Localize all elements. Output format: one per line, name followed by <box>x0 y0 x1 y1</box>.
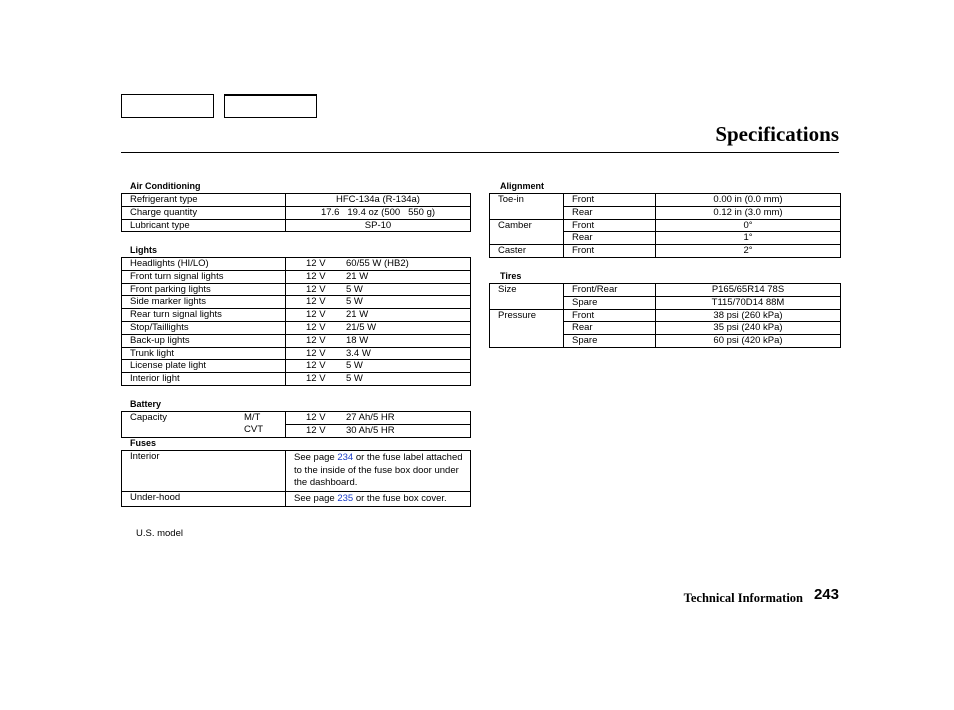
table-row: Under-hood See page 235 or the fuse box cover. <box>122 491 471 507</box>
lights-heading: Lights <box>130 245 157 255</box>
page-link-235[interactable]: 235 <box>337 492 354 504</box>
page-title: Specifications <box>715 122 839 146</box>
page-link-234[interactable]: 234 <box>337 452 354 463</box>
table-row: Rear 0.12 in (3.0 mm) <box>490 206 841 219</box>
table-row: Rear 35 psi (240 kPa) <box>490 322 841 335</box>
nav-box-left[interactable] <box>121 94 214 118</box>
table-row: Back-up lights 12 V 18 W <box>122 334 471 347</box>
table-row: Lubricant type SP-10 <box>122 219 471 232</box>
table-row: Rear 1° <box>490 232 841 245</box>
air-conditioning-table <box>121 193 471 232</box>
battery-table <box>121 411 471 438</box>
footnote: U.S. model <box>136 528 183 539</box>
table-row: Caster Front 2° <box>490 245 841 258</box>
table-row: Side marker lights 12 V 5 W <box>122 296 471 309</box>
table-row: Interior See page 234 or the fuse label attached to the inside of the fuse box door under the dashboard. <box>122 451 471 492</box>
alignment-heading: Alignment <box>500 181 544 191</box>
table-row: Refrigerant type HFC-134a (R-134a) <box>122 194 471 207</box>
lights-table <box>121 257 471 386</box>
table-row: Trunk light 12 V 3.4 W <box>122 347 471 360</box>
fuses-heading: Fuses <box>130 438 157 448</box>
table-row: Capacity M/T 12 V 27 Ah/5 HR <box>122 412 471 425</box>
nav-box-right[interactable] <box>224 94 317 118</box>
fuses-table <box>121 450 471 507</box>
table-row: Interior light 12 V 5 W <box>122 373 471 386</box>
page-number: 243 <box>813 586 839 603</box>
tires-heading: Tires <box>500 271 522 281</box>
battery-heading: Battery <box>130 399 162 409</box>
alignment-table <box>489 193 841 258</box>
table-row: Charge quantity 17.6 19.4 oz (500 550 g) <box>122 206 471 219</box>
title-divider <box>121 152 839 153</box>
table-row: Front turn signal lights 12 V 21 W <box>122 270 471 283</box>
table-row: License plate light 12 V 5 W <box>122 360 471 373</box>
table-row: Stop/Taillights 12 V 21/5 W <box>122 321 471 334</box>
table-row: Camber Front 0° <box>490 219 841 232</box>
table-row: Toe-in Front 0.00 in (0.0 mm) <box>490 194 841 207</box>
table-row: Spare 60 psi (420 kPa) <box>490 335 841 348</box>
table-row: Front parking lights 12 V 5 W <box>122 283 471 296</box>
fuses-underhood-note: See page 235 or the fuse box cover. <box>286 491 471 507</box>
table-row: Spare T115/70D14 88M <box>490 296 841 309</box>
air-conditioning-heading: Air Conditioning <box>130 181 201 191</box>
table-row: Size Front/Rear P165/65R14 78S <box>490 284 841 297</box>
table-row: CVT 12 V 30 Ah/5 HR <box>122 424 471 437</box>
table-row: Headlights (HI/LO) 12 V 60/55 W (HB2) <box>122 258 471 271</box>
table-row: Pressure Front 38 psi (260 kPa) <box>490 309 841 322</box>
table-row: Rear turn signal lights 12 V 21 W <box>122 309 471 322</box>
tires-table <box>489 283 841 348</box>
fuses-interior-note: See page 234 or the fuse label attached to the inside of the fuse box door under the dashboard. <box>286 451 471 492</box>
footer-section-title: Technical Information <box>683 591 803 605</box>
